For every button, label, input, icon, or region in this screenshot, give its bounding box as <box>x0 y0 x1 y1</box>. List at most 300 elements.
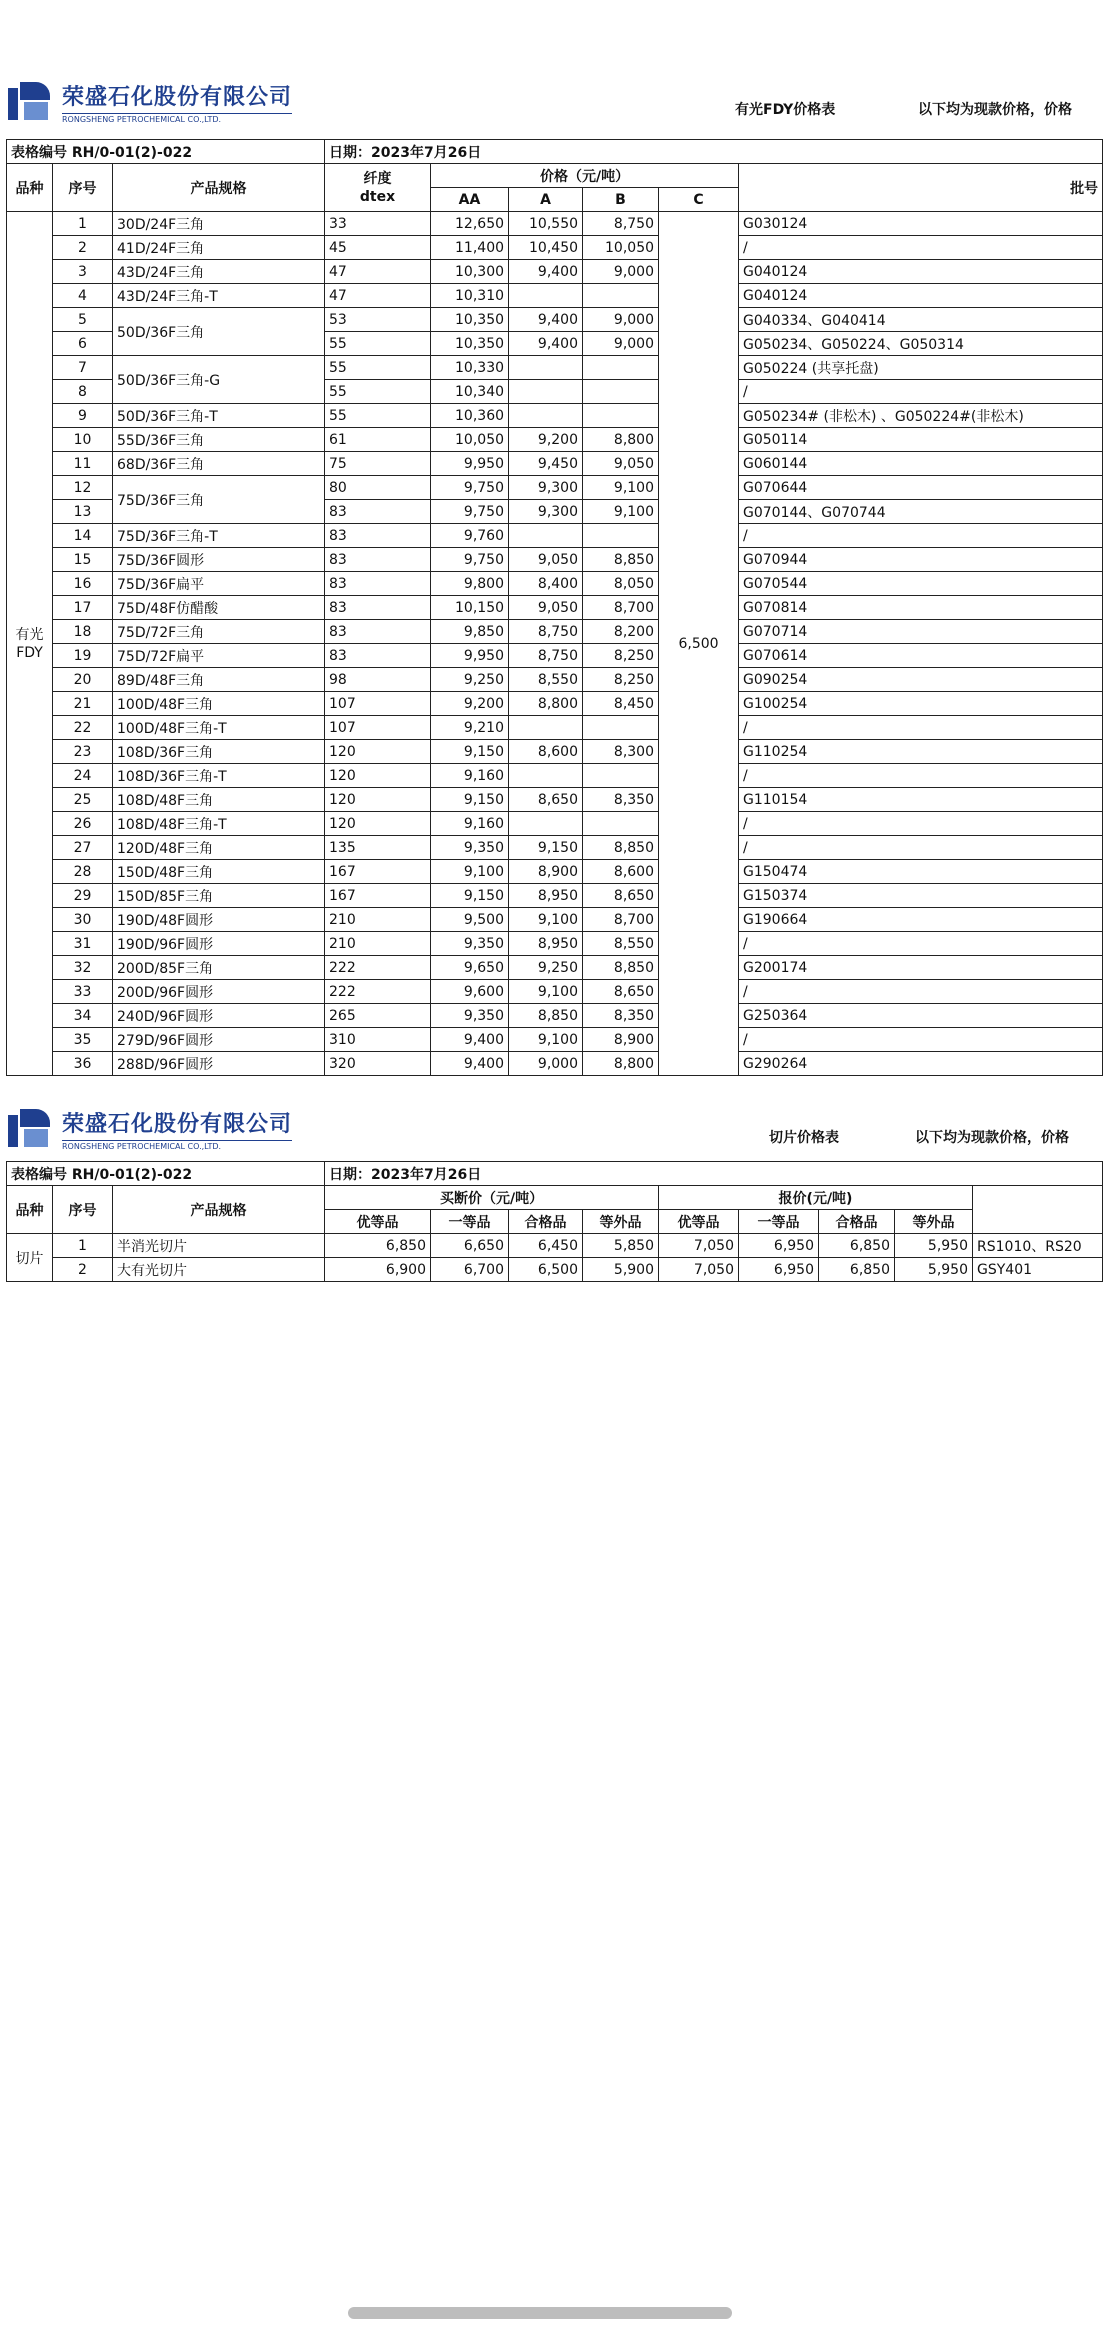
chip-sheet-note: 以下均为现款价格，价格 <box>915 1130 1069 1146</box>
price-a-cell: 9,100 <box>509 908 583 932</box>
price-cell: 5,950 <box>895 1234 973 1258</box>
price-a-cell: 9,400 <box>509 260 583 284</box>
price-aa-cell: 10,330 <box>431 356 509 380</box>
dtex-cell: 55 <box>325 404 431 428</box>
price-b-cell: 8,650 <box>583 980 659 1004</box>
price-b-cell: 9,100 <box>583 476 659 500</box>
table-row <box>7 452 1103 476</box>
price-cell: 6,850 <box>819 1258 895 1282</box>
spec-cell: 68D/36F三角 <box>113 452 325 476</box>
table-row <box>7 548 1103 572</box>
dtex-cell: 167 <box>325 860 431 884</box>
price-a-cell <box>509 524 583 548</box>
price-aa-cell: 10,050 <box>431 428 509 452</box>
price-a-cell: 9,400 <box>509 332 583 356</box>
batch-cell: G100254 <box>739 692 1103 716</box>
price-aa-cell: 10,150 <box>431 596 509 620</box>
table-row <box>7 404 1103 428</box>
batch-cell: / <box>739 524 1103 548</box>
price-b-cell <box>583 404 659 428</box>
price-b-cell: 8,450 <box>583 692 659 716</box>
seq-cell: 6 <box>53 332 113 356</box>
seq-cell: 10 <box>53 428 113 452</box>
dtex-cell: 83 <box>325 620 431 644</box>
batch-cell: G070944 <box>739 548 1103 572</box>
fdy-date: 日期：2023年7月26日 <box>325 140 1103 164</box>
table-row <box>7 1028 1103 1052</box>
spec-cell: 240D/96F圆形 <box>113 1004 325 1028</box>
price-aa-cell: 9,400 <box>431 1052 509 1076</box>
price-aa-cell: 9,650 <box>431 956 509 980</box>
batch-cell: G030124 <box>739 212 1103 236</box>
seq-cell: 23 <box>53 740 113 764</box>
price-c-cell: 6,500 <box>659 212 739 1076</box>
table-row <box>7 668 1103 692</box>
seq-cell: 1 <box>53 212 113 236</box>
chip-col-b-g2: 一等品 <box>431 1210 509 1234</box>
price-b-cell: 9,000 <box>583 260 659 284</box>
price-b-cell: 8,700 <box>583 908 659 932</box>
price-a-cell: 8,750 <box>509 620 583 644</box>
price-cell: 5,950 <box>895 1258 973 1282</box>
price-aa-cell: 11,400 <box>431 236 509 260</box>
chip-col-b-g1: 优等品 <box>325 1210 431 1234</box>
price-aa-cell: 10,310 <box>431 284 509 308</box>
col-aa: AA <box>431 188 509 212</box>
price-aa-cell: 9,750 <box>431 500 509 524</box>
seq-cell: 29 <box>53 884 113 908</box>
table-row <box>7 212 1103 236</box>
seq-cell: 22 <box>53 716 113 740</box>
dtex-cell: 75 <box>325 452 431 476</box>
batch-cell: G050224 (共享托盘) <box>739 356 1103 380</box>
price-b-cell: 8,850 <box>583 836 659 860</box>
dtex-cell: 210 <box>325 932 431 956</box>
seq-cell: 2 <box>53 236 113 260</box>
dtex-cell: 83 <box>325 524 431 548</box>
price-b-cell <box>583 524 659 548</box>
price-a-cell: 9,050 <box>509 548 583 572</box>
table-row <box>7 428 1103 452</box>
price-b-cell: 8,700 <box>583 596 659 620</box>
price-aa-cell: 9,500 <box>431 908 509 932</box>
spec-cell: 43D/24F三角-T <box>113 284 325 308</box>
table-row <box>7 596 1103 620</box>
spec-cell: 120D/48F三角 <box>113 836 325 860</box>
chip-col-batch <box>973 1186 1103 1234</box>
price-aa-cell: 9,950 <box>431 452 509 476</box>
price-a-cell: 9,100 <box>509 1028 583 1052</box>
table-row <box>7 1052 1103 1076</box>
spec-cell: 150D/85F三角 <box>113 884 325 908</box>
price-aa-cell: 9,950 <box>431 644 509 668</box>
price-a-cell: 9,250 <box>509 956 583 980</box>
variety-cell: 有光 FDY <box>7 212 53 1076</box>
price-aa-cell: 9,100 <box>431 860 509 884</box>
price-b-cell: 10,050 <box>583 236 659 260</box>
price-a-cell: 9,150 <box>509 836 583 860</box>
table-row <box>7 524 1103 548</box>
spec-cell: 108D/48F三角 <box>113 788 325 812</box>
price-cell: 6,850 <box>325 1234 431 1258</box>
seq-cell: 21 <box>53 692 113 716</box>
table-row <box>7 860 1103 884</box>
seq-cell: 34 <box>53 1004 113 1028</box>
col-denier: 纤度 dtex <box>325 164 431 212</box>
price-a-cell: 9,050 <box>509 596 583 620</box>
table-row <box>7 572 1103 596</box>
price-aa-cell: 9,750 <box>431 476 509 500</box>
chip-col-variety: 品种 <box>7 1186 53 1234</box>
price-b-cell: 9,000 <box>583 332 659 356</box>
price-b-cell: 8,600 <box>583 860 659 884</box>
spec-cell: 75D/36F三角 <box>113 476 325 524</box>
dtex-cell: 107 <box>325 692 431 716</box>
price-aa-cell: 9,350 <box>431 836 509 860</box>
batch-cell: G040334、G040414 <box>739 308 1103 332</box>
spec-cell: 55D/36F三角 <box>113 428 325 452</box>
seq-cell: 2 <box>53 1258 113 1282</box>
seq-cell: 24 <box>53 764 113 788</box>
spec-cell: 108D/36F三角-T <box>113 764 325 788</box>
seq-cell: 3 <box>53 260 113 284</box>
dtex-cell: 167 <box>325 884 431 908</box>
price-b-cell: 9,100 <box>583 500 659 524</box>
batch-cell: G070814 <box>739 596 1103 620</box>
fdy-form-number: 表格编号 RH/0-01(2)-022 <box>7 140 325 164</box>
price-b-cell: 8,900 <box>583 1028 659 1052</box>
price-b-cell <box>583 764 659 788</box>
batch-cell: G090254 <box>739 668 1103 692</box>
chip-col-b-g3: 合格品 <box>509 1210 583 1234</box>
spec-cell: 100D/48F三角 <box>113 692 325 716</box>
chip-col-quote: 报价(元/吨) <box>659 1186 973 1210</box>
seq-cell: 32 <box>53 956 113 980</box>
spec-cell: 43D/24F三角 <box>113 260 325 284</box>
seq-cell: 12 <box>53 476 113 500</box>
batch-cell: G060144 <box>739 452 1103 476</box>
fdy-price-table <box>6 139 1103 1076</box>
dtex-cell: 210 <box>325 908 431 932</box>
spec-cell: 50D/36F三角-T <box>113 404 325 428</box>
price-a-cell <box>509 812 583 836</box>
seq-cell: 31 <box>53 932 113 956</box>
rongsheng-logo-icon <box>8 82 52 122</box>
seq-cell: 26 <box>53 812 113 836</box>
dtex-cell: 120 <box>325 740 431 764</box>
price-b-cell <box>583 356 659 380</box>
table-row <box>7 1234 1103 1258</box>
seq-cell: 36 <box>53 1052 113 1076</box>
table-row <box>7 644 1103 668</box>
batch-cell: G290264 <box>739 1052 1103 1076</box>
chip-col-q-g2: 一等品 <box>739 1210 819 1234</box>
dtex-cell: 47 <box>325 284 431 308</box>
batch-cell: G050234# (非松木) 、G050224#(非松木) <box>739 404 1103 428</box>
batch-cell: GSY401 <box>973 1258 1103 1282</box>
price-cell: 6,850 <box>819 1234 895 1258</box>
price-cell: 7,050 <box>659 1234 739 1258</box>
price-cell: 6,950 <box>739 1234 819 1258</box>
batch-cell: RS1010、RS20 <box>973 1234 1103 1258</box>
price-aa-cell: 10,350 <box>431 332 509 356</box>
seq-cell: 7 <box>53 356 113 380</box>
seq-cell: 13 <box>53 500 113 524</box>
price-cell: 6,500 <box>509 1258 583 1282</box>
price-a-cell: 8,400 <box>509 572 583 596</box>
price-a-cell: 8,550 <box>509 668 583 692</box>
price-aa-cell: 9,210 <box>431 716 509 740</box>
price-b-cell: 9,000 <box>583 308 659 332</box>
price-cell: 6,900 <box>325 1258 431 1282</box>
price-b-cell: 8,350 <box>583 1004 659 1028</box>
spec-cell: 100D/48F三角-T <box>113 716 325 740</box>
spec-cell: 41D/24F三角 <box>113 236 325 260</box>
dtex-cell: 320 <box>325 1052 431 1076</box>
batch-cell: / <box>739 716 1103 740</box>
price-b-cell: 8,650 <box>583 884 659 908</box>
chip-col-spec: 产品规格 <box>113 1186 325 1234</box>
table-row <box>7 476 1103 500</box>
price-b-cell: 8,050 <box>583 572 659 596</box>
spec-cell: 50D/36F三角 <box>113 308 325 356</box>
chip-col-seq: 序号 <box>53 1186 113 1234</box>
table-row <box>7 884 1103 908</box>
batch-cell: / <box>739 836 1103 860</box>
price-aa-cell: 9,350 <box>431 1004 509 1028</box>
seq-cell: 9 <box>53 404 113 428</box>
table-row <box>7 980 1103 1004</box>
spec-cell: 大有光切片 <box>113 1258 325 1282</box>
seq-cell: 11 <box>53 452 113 476</box>
spec-cell: 279D/96F圆形 <box>113 1028 325 1052</box>
price-b-cell: 8,350 <box>583 788 659 812</box>
price-b-cell <box>583 716 659 740</box>
table-row <box>7 236 1103 260</box>
batch-cell: / <box>739 980 1103 1004</box>
table-row <box>7 1004 1103 1028</box>
table-row <box>7 740 1103 764</box>
spec-cell: 108D/48F三角-T <box>113 812 325 836</box>
seq-cell: 30 <box>53 908 113 932</box>
col-a: A <box>509 188 583 212</box>
dtex-cell: 120 <box>325 788 431 812</box>
seq-cell: 4 <box>53 284 113 308</box>
table-row <box>7 620 1103 644</box>
price-b-cell: 8,250 <box>583 668 659 692</box>
spec-cell: 89D/48F三角 <box>113 668 325 692</box>
price-aa-cell: 10,340 <box>431 380 509 404</box>
dtex-cell: 83 <box>325 572 431 596</box>
company-name-en: RONGSHENG PETROCHEMICAL CO.,LTD. <box>62 1140 292 1151</box>
rongsheng-logo-icon <box>8 1109 52 1149</box>
chip-variety-cell: 切片 <box>7 1234 53 1282</box>
spec-cell: 75D/36F扁平 <box>113 572 325 596</box>
price-a-cell: 8,950 <box>509 932 583 956</box>
dtex-cell: 53 <box>325 308 431 332</box>
batch-cell: G070144、G070744 <box>739 500 1103 524</box>
price-a-cell: 9,000 <box>509 1052 583 1076</box>
seq-cell: 1 <box>53 1234 113 1258</box>
batch-cell: / <box>739 812 1103 836</box>
batch-cell: G250364 <box>739 1004 1103 1028</box>
batch-cell: / <box>739 236 1103 260</box>
table-row <box>7 284 1103 308</box>
dtex-cell: 55 <box>325 380 431 404</box>
price-a-cell: 8,650 <box>509 788 583 812</box>
table-row <box>7 932 1103 956</box>
batch-cell: / <box>739 1028 1103 1052</box>
spec-cell: 50D/36F三角-G <box>113 356 325 404</box>
price-a-cell: 9,400 <box>509 308 583 332</box>
dtex-cell: 98 <box>325 668 431 692</box>
dtex-cell: 45 <box>325 236 431 260</box>
col-batch: 批号 <box>739 164 1103 212</box>
price-cell: 5,900 <box>583 1258 659 1282</box>
seq-cell: 25 <box>53 788 113 812</box>
spec-cell: 75D/36F三角-T <box>113 524 325 548</box>
batch-cell: G070544 <box>739 572 1103 596</box>
dtex-cell: 55 <box>325 332 431 356</box>
price-a-cell <box>509 356 583 380</box>
seq-cell: 28 <box>53 860 113 884</box>
dtex-cell: 135 <box>325 836 431 860</box>
table-row <box>7 1258 1103 1282</box>
batch-cell: G200174 <box>739 956 1103 980</box>
spec-cell: 190D/48F圆形 <box>113 908 325 932</box>
table-row <box>7 788 1103 812</box>
price-b-cell: 8,250 <box>583 644 659 668</box>
table-row <box>7 692 1103 716</box>
spec-cell: 108D/36F三角 <box>113 740 325 764</box>
price-b-cell: 9,050 <box>583 452 659 476</box>
price-a-cell: 9,300 <box>509 476 583 500</box>
price-a-cell <box>509 380 583 404</box>
price-a-cell: 8,750 <box>509 644 583 668</box>
dtex-cell: 47 <box>325 260 431 284</box>
dtex-cell: 61 <box>325 428 431 452</box>
price-aa-cell: 9,350 <box>431 932 509 956</box>
price-b-cell: 8,800 <box>583 428 659 452</box>
batch-cell: / <box>739 764 1103 788</box>
batch-cell: / <box>739 932 1103 956</box>
dtex-cell: 33 <box>325 212 431 236</box>
price-a-cell: 8,800 <box>509 692 583 716</box>
price-b-cell: 8,850 <box>583 956 659 980</box>
seq-cell: 27 <box>53 836 113 860</box>
batch-cell: G150374 <box>739 884 1103 908</box>
dtex-cell: 83 <box>325 596 431 620</box>
batch-cell: G070614 <box>739 644 1103 668</box>
seq-cell: 16 <box>53 572 113 596</box>
seq-cell: 33 <box>53 980 113 1004</box>
price-aa-cell: 9,150 <box>431 884 509 908</box>
price-cell: 6,950 <box>739 1258 819 1282</box>
seq-cell: 5 <box>53 308 113 332</box>
batch-cell: G190664 <box>739 908 1103 932</box>
spec-cell: 200D/96F圆形 <box>113 980 325 1004</box>
price-a-cell: 8,850 <box>509 1004 583 1028</box>
batch-cell: G110254 <box>739 740 1103 764</box>
price-b-cell <box>583 380 659 404</box>
spec-cell: 75D/72F扁平 <box>113 644 325 668</box>
dtex-cell: 222 <box>325 956 431 980</box>
price-aa-cell: 9,600 <box>431 980 509 1004</box>
dtex-cell: 83 <box>325 500 431 524</box>
spec-cell: 75D/48F仿醋酸 <box>113 596 325 620</box>
seq-cell: 15 <box>53 548 113 572</box>
price-aa-cell: 10,300 <box>431 260 509 284</box>
spec-cell: 75D/72F三角 <box>113 620 325 644</box>
price-a-cell: 9,100 <box>509 980 583 1004</box>
chip-col-buyout: 买断价（元/吨） <box>325 1186 659 1210</box>
price-cell: 6,650 <box>431 1234 509 1258</box>
seq-cell: 19 <box>53 644 113 668</box>
batch-cell: G150474 <box>739 860 1103 884</box>
table-row <box>7 956 1103 980</box>
price-a-cell: 8,900 <box>509 860 583 884</box>
price-aa-cell: 9,750 <box>431 548 509 572</box>
price-b-cell <box>583 812 659 836</box>
col-spec: 产品规格 <box>113 164 325 212</box>
seq-cell: 18 <box>53 620 113 644</box>
table-row <box>7 764 1103 788</box>
price-aa-cell: 9,400 <box>431 1028 509 1052</box>
price-a-cell: 10,450 <box>509 236 583 260</box>
table-row <box>7 356 1103 380</box>
price-b-cell: 8,800 <box>583 1052 659 1076</box>
table-row <box>7 908 1103 932</box>
price-b-cell: 8,850 <box>583 548 659 572</box>
price-b-cell: 8,750 <box>583 212 659 236</box>
price-a-cell <box>509 284 583 308</box>
dtex-cell: 265 <box>325 1004 431 1028</box>
home-indicator[interactable] <box>348 2307 732 2319</box>
chip-price-table <box>6 1161 1103 1282</box>
company-logo <box>8 80 292 124</box>
price-cell: 7,050 <box>659 1258 739 1282</box>
dtex-cell: 120 <box>325 812 431 836</box>
spec-cell: 200D/85F三角 <box>113 956 325 980</box>
price-cell: 6,700 <box>431 1258 509 1282</box>
col-seq: 序号 <box>53 164 113 212</box>
price-a-cell <box>509 764 583 788</box>
price-aa-cell: 9,160 <box>431 764 509 788</box>
col-variety: 品种 <box>7 164 53 212</box>
dtex-cell: 310 <box>325 1028 431 1052</box>
table-row <box>7 716 1103 740</box>
price-aa-cell: 9,800 <box>431 572 509 596</box>
price-a-cell: 9,300 <box>509 500 583 524</box>
dtex-cell: 107 <box>325 716 431 740</box>
chip-form-number: 表格编号 RH/0-01(2)-022 <box>7 1162 325 1186</box>
price-a-cell: 8,600 <box>509 740 583 764</box>
batch-cell: / <box>739 380 1103 404</box>
seq-cell: 20 <box>53 668 113 692</box>
seq-cell: 8 <box>53 380 113 404</box>
table-row <box>7 308 1103 332</box>
spec-cell: 75D/36F圆形 <box>113 548 325 572</box>
chip-date: 日期：2023年7月26日 <box>325 1162 1103 1186</box>
batch-cell: G050234、G050224、G050314 <box>739 332 1103 356</box>
price-a-cell: 10,550 <box>509 212 583 236</box>
col-price-group: 价格（元/吨） <box>431 164 739 188</box>
chip-col-q-g4: 等外品 <box>895 1210 973 1234</box>
price-aa-cell: 9,200 <box>431 692 509 716</box>
batch-cell: G110154 <box>739 788 1103 812</box>
batch-cell: G040124 <box>739 284 1103 308</box>
price-a-cell <box>509 404 583 428</box>
